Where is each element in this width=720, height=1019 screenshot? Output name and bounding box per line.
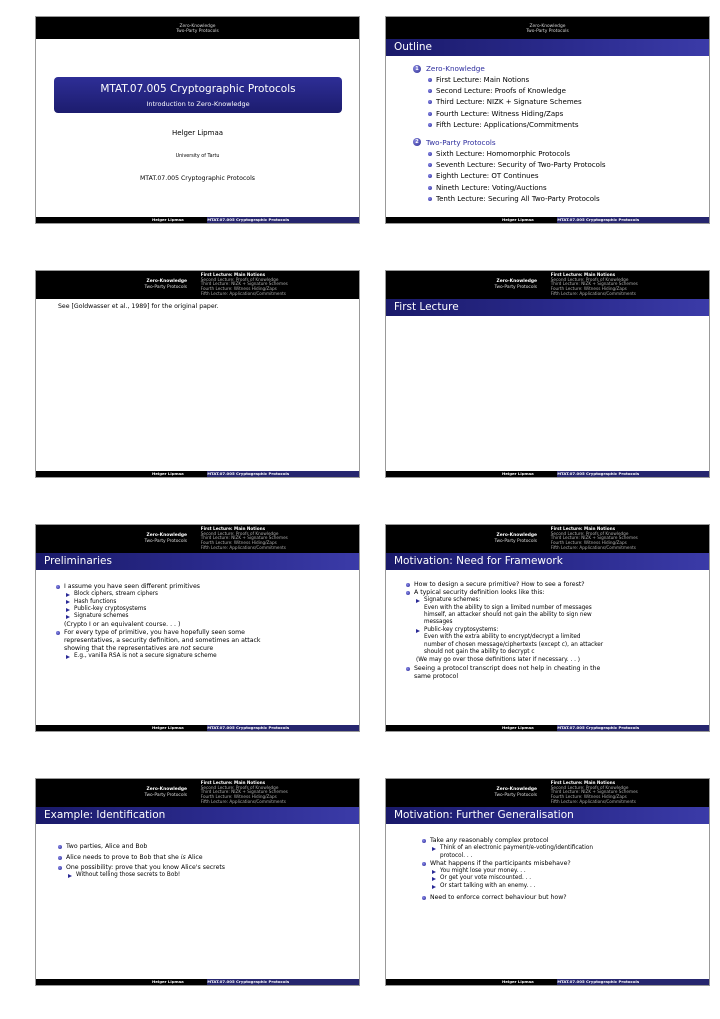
header-lectures [551,527,638,551]
course-name: MTAT.07.005 Cryptographic Protocols [139,175,256,182]
bullet-ball-icon [406,591,410,595]
slide-reference [35,270,360,478]
emphasis: not [180,645,191,652]
bullet-text [66,852,203,863]
header-lecture-link[interactable]: Third Lecture: NIZK + Signature Schemes [550,281,638,287]
slide-body [56,583,356,661]
slide-title-bar: Motivation: Further Generalisation [386,807,709,824]
sub-bullet-item [406,597,706,604]
bullet-ball-icon [428,78,432,82]
bullet-triangle-icon [66,600,70,604]
bullet-continuation: same protocol [414,672,459,680]
bullet-ball-icon [428,174,432,178]
slide-footer [386,725,709,731]
bullet-item [422,860,702,868]
bullet-item [422,837,702,845]
header-current-section[interactable]: Zero-Knowledge [496,787,538,792]
header-section-zk: Zero-Knowledge [179,24,216,29]
bullet-text: Or start talking with an enemy. . . [440,882,536,889]
bullet-continuation: Even with the extra ability to encrypt/decrypt a limited [424,634,581,641]
bullet-triangle-icon [432,877,436,881]
outline-section[interactable] [413,63,703,74]
emphasis: any [445,837,458,844]
bullet-text: Seeing a protocol transcript does not help in cheating in the [414,664,601,672]
footer-course: MTAT.07.005 Cryptographic Protocols [557,979,709,985]
header-lecture-link[interactable]: Fourth Lecture: Witness Hiding/Zaps [200,540,277,546]
header-lecture-link[interactable]: Fourth Lecture: Witness Hiding/Zaps [550,286,627,292]
footer-author: Helger Lipmaa [151,979,184,984]
slide-header-nav [36,779,359,807]
slide-header-nav [36,271,359,299]
header-sections [36,533,191,544]
slide-footer [36,217,359,223]
slide-title-bar: Motivation: Need for Framework [386,553,709,570]
header-lecture-link[interactable]: Fourth Lecture: Witness Hiding/Zaps [550,540,627,546]
author-name: Helger Lipmaa [171,129,224,137]
bullet-continuation [56,645,356,653]
header-lecture-link[interactable]: Fifth Lecture: Applications/Commitments [550,544,636,550]
header-current-section[interactable]: Zero-Knowledge [496,533,538,538]
outline-item[interactable] [413,74,703,85]
bullet-triangle-icon [432,847,436,851]
sub-bullet-item [58,872,348,879]
outline-item-label: Fourth Lecture: Witness Hiding/Zaps [436,109,564,118]
header-lecture-link[interactable]: Fifth Lecture: Applications/Commitments [550,290,636,296]
header-lecture-link[interactable]: Second Lecture: Proofs of Knowledge [550,276,629,282]
bullet-ball-icon [428,123,432,127]
header-lecture-link[interactable]: Third Lecture: NIZK + Signature Schemes [550,789,638,795]
sub-bullet-item [56,591,356,598]
institute: University of Tartu [175,154,220,159]
header-lecture-link[interactable]: First Lecture: Main Notions [200,780,266,785]
slide-header-nav [36,525,359,553]
slide-outline [385,16,710,224]
text-span: secure [190,645,214,652]
bullet-ball-icon [56,631,60,635]
bullet-ball-icon [58,866,62,870]
bullet-text: One possibility: prove that you know Alice's secrets [66,864,226,871]
header-sections [386,533,541,544]
bullet-ball-icon [58,856,62,860]
slide-footer [386,471,709,477]
header-lecture-link[interactable]: Fourth Lecture: Witness Hiding/Zaps [550,794,627,800]
footer-author: Helger Lipmaa [501,471,534,476]
bullet-item [56,583,356,591]
outline-item[interactable] [413,194,703,205]
sub-bullet-item [56,606,356,613]
footer-course: MTAT.07.005 Cryptographic Protocols [557,471,709,477]
header-section-zk: Zero-Knowledge [529,24,566,29]
bullet-text [430,837,548,845]
header-sections [386,787,541,798]
bullet-triangle-icon [432,870,436,874]
slide-footer [386,979,709,985]
bullet-ball-icon [428,89,432,93]
bullet-ball-icon [428,100,432,104]
bullet-continuation: protocol. . . [440,852,473,859]
header-lecture-link[interactable]: First Lecture: Main Notions [200,526,266,531]
footer-course: MTAT.07.005 Cryptographic Protocols [557,725,709,731]
sub-bullet-item [422,868,702,875]
sub-bullet-item [56,653,356,660]
bullet-text: You might lose your money. . . [440,868,526,874]
footer-author: Helger Lipmaa [501,725,534,730]
bullet-text: Without telling those secrets to Bob! [76,872,181,878]
sub-bullet-item [406,627,706,634]
outline-item[interactable] [413,159,703,170]
bullet-text: Block ciphers, stream ciphers [74,591,158,598]
bullet-text: Signature schemes: [424,597,481,604]
bullet-text: E.g., vanilla RSA is not a secure signature scheme [74,653,217,660]
bullet-ball-icon [422,862,426,866]
header-lecture-link[interactable]: Second Lecture: Proofs of Knowledge [550,530,629,536]
slide-first-lecture [385,270,710,478]
outline-item-label: Nineth Lecture: Voting/Auctions [436,183,547,192]
header-lecture-link[interactable]: Fifth Lecture: Applications/Commitments [200,544,286,550]
bullet-triangle-icon [66,608,70,612]
bullet-text: Signature schemes [74,613,129,620]
header-other-section[interactable]: Two-Party Protocols [144,538,188,544]
header-lecture-link[interactable]: Second Lecture: Proofs of Knowledge [200,276,279,282]
bullet-ball-icon [58,845,62,849]
section-number-icon: 2 [413,138,421,146]
slide-header-nav [386,779,709,807]
footer-course: MTAT.07.005 Cryptographic Protocols [207,217,359,223]
bullet-triangle-icon [66,615,70,619]
header-lecture-link[interactable]: Fourth Lecture: Witness Hiding/Zaps [200,794,277,800]
presentation-title: MTAT.07.005 Cryptographic Protocols [100,83,296,95]
slide-header [386,17,709,39]
bullet-item [406,581,706,589]
bullet-item [58,841,348,852]
slide-title-bar: Outline [386,39,709,56]
outline-item-label: Tenth Lecture: Securing All Two-Party Protocols [436,195,600,204]
slide-footer [36,725,359,731]
header-lecture-link[interactable]: Fourth Lecture: Witness Hiding/Zaps [200,286,277,292]
outline-item[interactable] [413,171,703,182]
bullet-text: Hash functions [74,598,117,605]
bullet-ball-icon [428,112,432,116]
bullet-continuation: should not gain the ability to decrypt c [424,649,535,656]
header-sections [36,787,191,798]
slide-body [406,581,706,681]
bullet-ball-icon [56,585,60,589]
slide-title-bar: Example: Identification [36,807,359,824]
outline-item-label: Third Lecture: NIZK + Signature Schemes [436,98,582,107]
footer-course: MTAT.07.005 Cryptographic Protocols [207,471,359,477]
emphasis: is [180,854,186,861]
bullet-continuation: messages [424,619,453,626]
slide-identification [35,778,360,986]
bullet-text: For every type of primitive, you have hopefully seen some [64,628,245,636]
presentation-subtitle: Introduction to Zero-Knowledge [146,100,250,108]
bullet-continuation: number of chosen message/ciphertexts (except c), an attacker [424,641,604,648]
bullet-item [58,863,348,872]
slide-header-nav [386,525,709,553]
footer-author: Helger Lipmaa [501,979,534,984]
bullet-note: (Crypto I or an equivalent course. . . ) [64,620,181,628]
slide-title [35,16,360,224]
title-block [54,77,342,113]
bullet-text: How to design a secure primitive? How to see a forest? [414,581,585,588]
header-section-tpp: Two-Party Protocols [526,29,569,34]
sub-bullet-item [422,875,702,882]
bullet-item [422,894,702,902]
slide-body [58,841,348,879]
header-other-section[interactable]: Two-Party Protocols [144,792,188,798]
bullet-triangle-icon [66,593,70,597]
section-label: Two-Party Protocols [426,137,496,147]
bullet-text: Public-key cryptosystems [74,605,147,612]
header-other-section[interactable]: Two-Party Protocols [494,792,538,798]
outline-item[interactable] [413,148,703,159]
header-current-section[interactable]: Zero-Knowledge [496,279,538,284]
header-current-section[interactable]: Zero-Knowledge [146,533,188,538]
outline-item[interactable] [413,120,703,131]
header-lecture-link[interactable]: Second Lecture: Proofs of Knowledge [200,784,279,790]
slide-footer [386,217,709,223]
slide-title-bar: First Lecture [386,299,709,316]
slide-need-for-framework [385,524,710,732]
header-current-section[interactable]: Zero-Knowledge [146,279,188,284]
footer-author: Helger Lipmaa [151,217,184,222]
header-other-section[interactable]: Two-Party Protocols [144,284,188,290]
header-other-section[interactable]: Two-Party Protocols [494,538,538,544]
outline-item-label: Sixth Lecture: Homomorphic Protocols [436,149,571,158]
bullet-continuation: representatives, a security definition, and sometimes an attack [64,636,261,644]
header-lecture-link[interactable]: First Lecture: Main Notions [550,272,616,277]
bullet-triangle-icon [68,874,72,878]
header-lecture-link[interactable]: Fifth Lecture: Applications/Commitments [550,798,636,804]
footer-author: Helger Lipmaa [151,471,184,476]
bullet-text: Or get your vote miscounted. . . [440,875,532,882]
sub-bullet-item [422,845,702,852]
bullet-ball-icon [428,186,432,190]
bullet-item [56,629,356,637]
footer-course: MTAT.07.005 Cryptographic Protocols [207,725,359,731]
header-lecture-link[interactable]: First Lecture: Main Notions [550,526,616,531]
bullet-text: A typical security definition looks like this: [414,589,545,597]
bullet-continuation: Even with the ability to sign a limited number of messages [424,604,592,611]
text-span: reasonably complex protocol [457,837,549,844]
bullet-triangle-icon [416,599,420,603]
slide-header [36,17,359,39]
header-lecture-link[interactable]: Second Lecture: Proofs of Knowledge [200,530,279,536]
slide-header-nav [386,271,709,299]
header-lecture-link[interactable]: Second Lecture: Proofs of Knowledge [550,784,629,790]
bullet-text: Think of an electronic payment/e-voting/identification [440,845,593,852]
bullet-ball-icon [428,152,432,156]
outline-item-label: Second Lecture: Proofs of Knowledge [436,87,566,96]
header-lectures [201,781,288,805]
outline-item[interactable] [413,97,703,108]
bullet-text: I assume you have seen different primitives [64,583,200,590]
bullet-note: (We may go over those definitions later if necessary. . . ) [416,657,581,664]
outline-section[interactable] [413,137,703,148]
bullet-ball-icon [422,896,426,900]
bullet-item [406,665,706,673]
sub-bullet-item [56,599,356,606]
bullet-ball-icon [422,839,426,843]
bullet-text: Need to enforce correct behaviour but how? [430,894,567,902]
header-section-tpp: Two-Party Protocols [176,29,219,34]
slide-title-bar: Preliminaries [36,553,359,570]
outline-item[interactable] [413,85,703,96]
header-current-section[interactable]: Zero-Knowledge [146,787,188,792]
text-span: showing that the representatives are [64,645,181,652]
footer-author: Helger Lipmaa [501,217,534,222]
slide-footer [36,979,359,985]
sub-bullet-item [56,613,356,620]
header-other-section[interactable]: Two-Party Protocols [494,284,538,290]
outline-list [413,63,703,205]
bullet-ball-icon [428,163,432,167]
bullet-item [406,589,706,597]
header-lectures [551,781,638,805]
bullet-triangle-icon [432,885,436,889]
text-span: Alice needs to prove to Bob that she [66,854,181,861]
footer-course: MTAT.07.005 Cryptographic Protocols [207,979,359,985]
bullet-ball-icon [428,197,432,201]
slide-footer [36,471,359,477]
header-lecture-link[interactable]: Fifth Lecture: Applications/Commitments [200,290,286,296]
bullet-ball-icon [406,583,410,587]
section-label: Zero-Knowledge [426,64,485,73]
bullet-continuation: himself, an attacker should not gain the ability to sign new [424,612,592,618]
bullet-text: Two parties, Alice and Bob [66,843,148,850]
outline-item-label: First Lecture: Main Notions [436,75,530,84]
outline-item-label: Fifth Lecture: Applications/Commitments [436,121,579,130]
header-lecture-link[interactable]: Third Lecture: NIZK + Signature Schemes [200,789,288,795]
header-lectures [551,273,638,297]
section-number-icon: 1 [413,65,421,73]
header-lectures [201,273,288,297]
header-sections [36,279,191,290]
footer-author: Helger Lipmaa [151,725,184,730]
header-lectures [201,527,288,551]
outline-item-label: Seventh Lecture: Security of Two-Party Protocols [436,161,606,170]
slide-further-generalisation [385,778,710,986]
slide-preliminaries [35,524,360,732]
header-lecture-link[interactable]: Third Lecture: NIZK + Signature Schemes [200,281,288,287]
slide-body [422,837,702,902]
header-lecture-link[interactable]: First Lecture: Main Notions [550,780,616,785]
header-sections [386,279,541,290]
outline-item[interactable] [413,108,703,119]
bullet-text: Public-key cryptosystems: [424,626,499,633]
header-lecture-link[interactable]: Third Lecture: NIZK + Signature Schemes [550,535,638,541]
text-span: Alice [185,854,203,861]
bullet-ball-icon [406,667,410,671]
bullet-text: What happens if the participants misbehave? [430,859,571,867]
outline-item-label: Eighth Lecture: OT Continues [436,172,539,181]
text-span: Take [430,837,446,844]
bullet-triangle-icon [66,655,70,659]
header-lecture-link[interactable]: Fifth Lecture: Applications/Commitments [200,798,286,804]
outline-item[interactable] [413,182,703,193]
bullet-triangle-icon [416,629,420,633]
header-lecture-link[interactable]: Third Lecture: NIZK + Signature Schemes [200,535,288,541]
reference-note: See [Goldwasser et al., 1989] for the original paper. [58,303,219,310]
sub-bullet-item [422,883,702,890]
footer-course: MTAT.07.005 Cryptographic Protocols [557,217,709,223]
header-lecture-link[interactable]: First Lecture: Main Notions [200,272,266,277]
bullet-item [58,852,348,863]
